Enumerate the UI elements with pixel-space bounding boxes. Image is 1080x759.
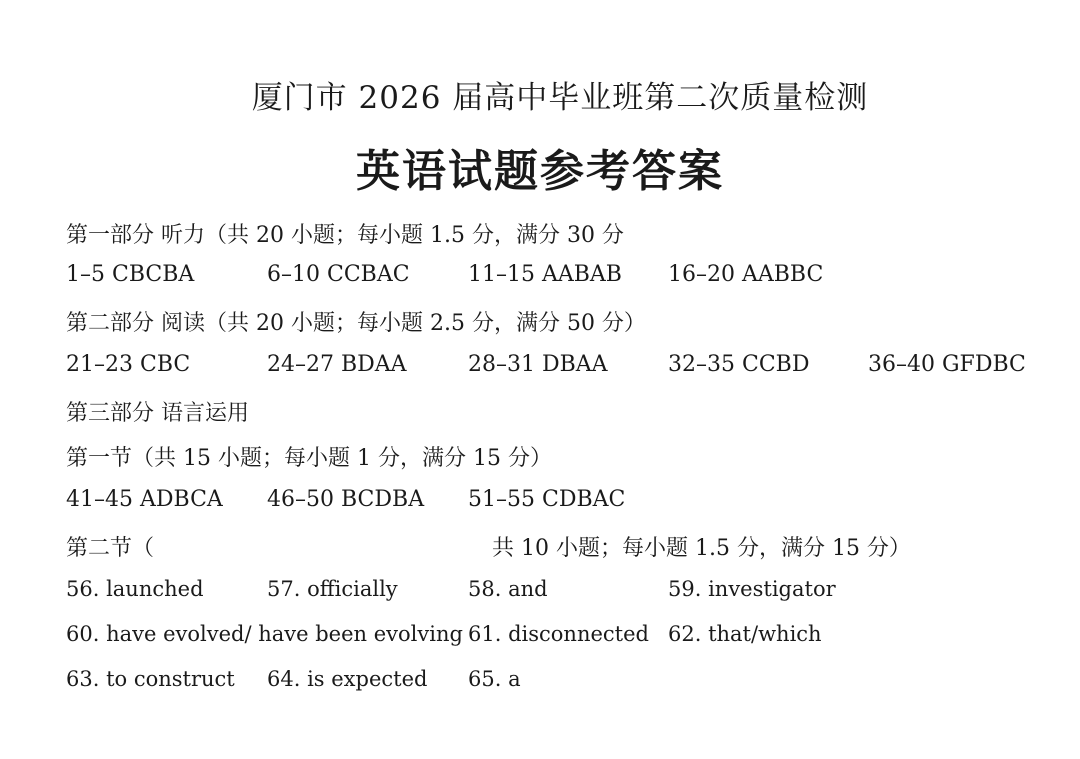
- answer-item: 63. to construct: [66, 667, 235, 691]
- answer-item: 56. launched: [66, 577, 204, 601]
- part3-section2-row2: [0, 622, 1080, 652]
- answer-group: 32–35 CCBD: [668, 352, 810, 377]
- section2-heading-prefix: 第二节（: [66, 536, 155, 561]
- answer-group: 16–20 AABBC: [668, 262, 824, 287]
- answer-group: 41–45 ADBCA: [66, 487, 223, 512]
- part3-section2-row1: [0, 577, 1080, 607]
- part3-section1-answers: [0, 487, 1080, 517]
- answer-group: 11–15 AABAB: [468, 262, 622, 287]
- answer-group: 21–23 CBC: [66, 352, 191, 377]
- answer-item: 61. disconnected: [468, 622, 649, 646]
- part2-heading: 第二部分 阅读（共 20 小题；每小题 2.5 分，满分 50 分）: [66, 311, 646, 336]
- answer-group: 36–40 GFDBC: [868, 352, 1026, 377]
- answer-item: 57. officially: [267, 577, 398, 601]
- answer-item: 59. investigator: [668, 577, 836, 601]
- part1-heading: 第一部分 听力（共 20 小题；每小题 1.5 分，满分 30 分: [66, 223, 624, 248]
- part3-heading: 第三部分 语言运用: [66, 401, 249, 426]
- section2-heading-suffix: 共 10 小题；每小题 1.5 分，满分 15 分）: [492, 536, 911, 561]
- part1-answers: [0, 262, 1080, 292]
- answer-group: 6–10 CCBAC: [267, 262, 410, 287]
- answer-group: 1–5 CBCBA: [66, 262, 195, 287]
- answer-item: 65. a: [468, 667, 521, 691]
- answer-group: 46–50 BCDBA: [267, 487, 425, 512]
- answer-item: 58. and: [468, 577, 548, 601]
- answer-key-title: 英语试题参考答案: [356, 146, 724, 197]
- exam-title: 厦门市 2026 届高中毕业班第二次质量检测: [251, 80, 869, 116]
- part3-section1-heading: 第一节（共 15 小题；每小题 1 分，满分 15 分）: [66, 446, 552, 471]
- part3-section2-row3: [0, 667, 1080, 697]
- answer-item: 64. is expected: [267, 667, 428, 691]
- answer-group: 24–27 BDAA: [267, 352, 407, 377]
- part2-answers: [0, 352, 1080, 382]
- answer-item: 62. that/which: [668, 622, 822, 646]
- part3-section2-heading: [0, 531, 1080, 561]
- answer-group: 51–55 CDBAC: [468, 487, 626, 512]
- answer-group: 28–31 DBAA: [468, 352, 608, 377]
- answer-item: 60. have evolved/ have been evolving: [66, 622, 463, 646]
